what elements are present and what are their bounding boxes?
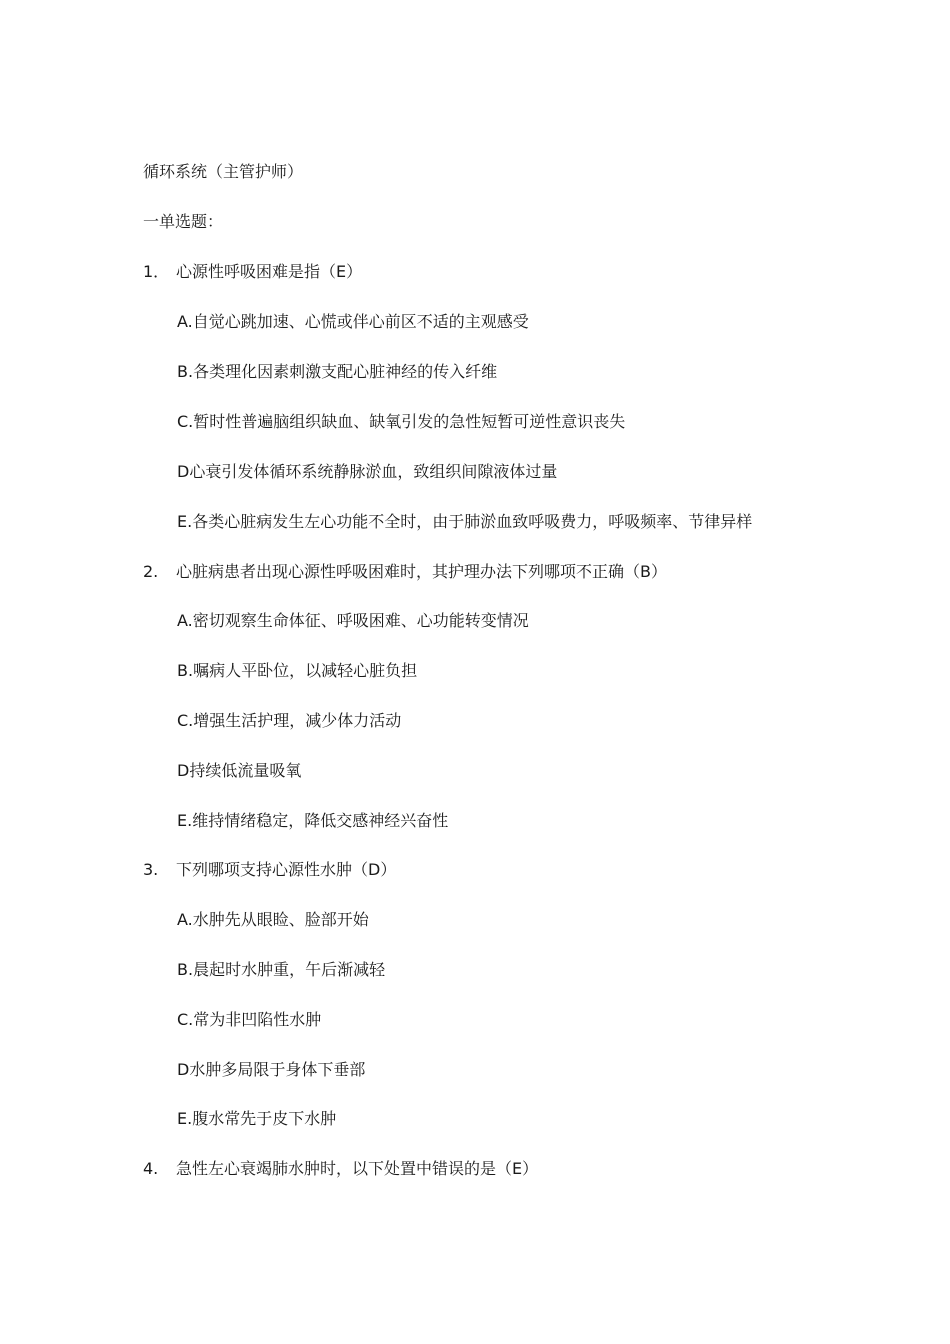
- question-4: [143, 1158, 538, 1180]
- question-2: [143, 561, 667, 583]
- question-3-option-d: D水肿多局限于身体下垂部: [177, 1060, 366, 1079]
- question-1-option-b: B.各类理化因素刺激支配心脏神经的传入纤维: [177, 362, 498, 381]
- question-3-option-b: B.晨起时水肿重，午后渐减轻: [177, 960, 386, 979]
- question-number: 3.: [143, 860, 159, 879]
- question-1-option-e: E.各类心脏病发生左心功能不全时，由于肺淤血致呼吸费力，呼吸频率、节律异样: [177, 512, 753, 531]
- question-2-option-e: E.维持情绪稳定，降低交感神经兴奋性: [177, 811, 449, 830]
- question-2-option-a: A.密切观察生命体征、呼吸困难、心功能转变情况: [177, 611, 529, 630]
- question-3-option-e: E.腹水常先于皮下水肿: [177, 1109, 337, 1128]
- question-3: [143, 859, 396, 881]
- question-1-option-a: A.自觉心跳加速、心慌或伴心前区不适的主观感受: [177, 312, 529, 331]
- question-2-option-d: D持续低流量吸氧: [177, 761, 302, 780]
- question-1: [143, 261, 362, 283]
- question-2-option-b: B.嘱病人平卧位，以减轻心脏负担: [177, 661, 418, 680]
- document-title: 循环系统（主管护师）: [143, 162, 304, 181]
- question-text: 急性左心衰竭肺水肿时，以下处置中错误的是（E）: [176, 1159, 539, 1178]
- question-number: 4.: [143, 1159, 159, 1178]
- question-number: 1．: [143, 262, 170, 281]
- question-text: 心源性呼吸困难是指（E）: [176, 262, 363, 281]
- question-3-option-c: C.常为非凹陷性水肿: [177, 1010, 322, 1029]
- question-1-option-c: C.暂时性普遍脑组织缺血、缺氧引发的急性短暂可逆性意识丧失: [177, 412, 626, 431]
- question-number: 2.: [143, 562, 159, 581]
- question-1-option-d: D心衰引发体循环系统静脉淤血，致组织间隙液体过量: [177, 462, 558, 481]
- question-3-option-a: A.水肿先从眼睑、脸部开始: [177, 910, 369, 929]
- question-text: 下列哪项支持心源性水肿（D）: [176, 860, 397, 879]
- question-text: 心脏病患者出现心源性呼吸困难时，其护理办法下列哪项不正确（B）: [176, 562, 667, 581]
- question-2-option-c: C.增强生活护理，减少体力活动: [177, 711, 402, 730]
- section-heading: 一单选题：: [143, 212, 224, 231]
